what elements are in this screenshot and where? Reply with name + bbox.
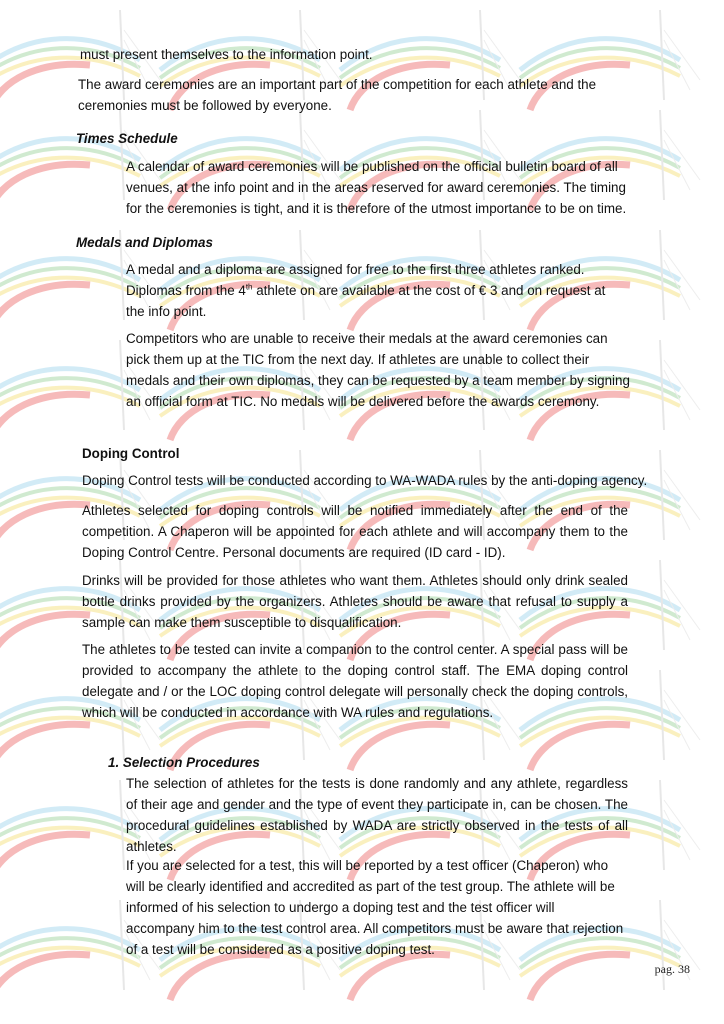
section-heading-times-schedule: Times Schedule (76, 131, 178, 146)
selection-paragraph-2: If you are selected for a test, this will be reported by a test officer (Chaperon) who will be clearly identified and accredited as part of the test group. The athlete will be informed of his selection to undergo a doping test and the test officer will accompany him to the test control area. All competitors must be aware that rejection of a test will be considered as a positive doping test. (126, 858, 624, 957)
page-number: pag. 38 (654, 962, 690, 976)
section-heading-doping-control: Doping Control (82, 446, 180, 461)
doping-paragraph-1: Doping Control tests will be conducted according to WA-WADA rules by the anti-doping agency. (82, 473, 648, 488)
doping-paragraph-4: The athletes to be tested can invite a companion to the control center. A special pass will be provided to accompany the athlete to the doping control staff. The EMA doping control delegate and / or the LOC doping control delegate will personally check the doping controls, which will be conducted in accordance with WA rules and regulations. (82, 642, 628, 720)
doping-paragraph-2: Athletes selected for doping controls will be notified immediately after the end of the competition. A Chaperon will be appointed for each athlete and will accompany them to the Doping Control Centre. Personal documents are required (ID card - ID). (82, 503, 628, 560)
selection-paragraph-1: The selection of athletes for the tests is done randomly and any athlete, regardless of their age and gender and the type of event they participate in, can be chosen. The procedural guidelines established by WADA are strictly observed in the tests of all athletes. (126, 776, 628, 854)
medals-paragraph-2: Competitors who are unable to receive their medals at the award ceremonies can pick them up at the TIC from the next day. If athletes are unable to collect their medals and their own diplomas, they can be requested by a team member by signing an official form at TIC. No medals will be delivered before the awards ceremony. (126, 331, 630, 409)
doping-paragraph-3: Drinks will be provided for those athletes who want them. Athletes should only drink sealed bottle drinks provided by the organizers. Athletes should be aware that refusal to supply a sample can make them susceptible to disqualification. (82, 573, 628, 630)
intro-line: must present themselves to the information point. (80, 47, 373, 62)
subsection-heading-selection-procedures: 1. Selection Procedures (108, 755, 260, 770)
intro-paragraph: The award ceremonies are an important part of the competition for each athlete and the ceremonies must be followed by everyone. (78, 77, 597, 113)
times-schedule-text: A calendar of award ceremonies will be published on the official bulletin board of all venues, at the info point and in the areas reserved for award ceremonies. The timing for the ceremonies is tight, and it is therefore of the utmost importance to be on time. (126, 159, 627, 216)
section-heading-medals: Medals and Diplomas (76, 235, 213, 250)
medals-paragraph-1: A medal and a diploma are assigned for free to the first three athletes ranked. Diplomas from the 4th athlete on are available at the cost of € 3 and on request at the info point. (126, 262, 606, 319)
